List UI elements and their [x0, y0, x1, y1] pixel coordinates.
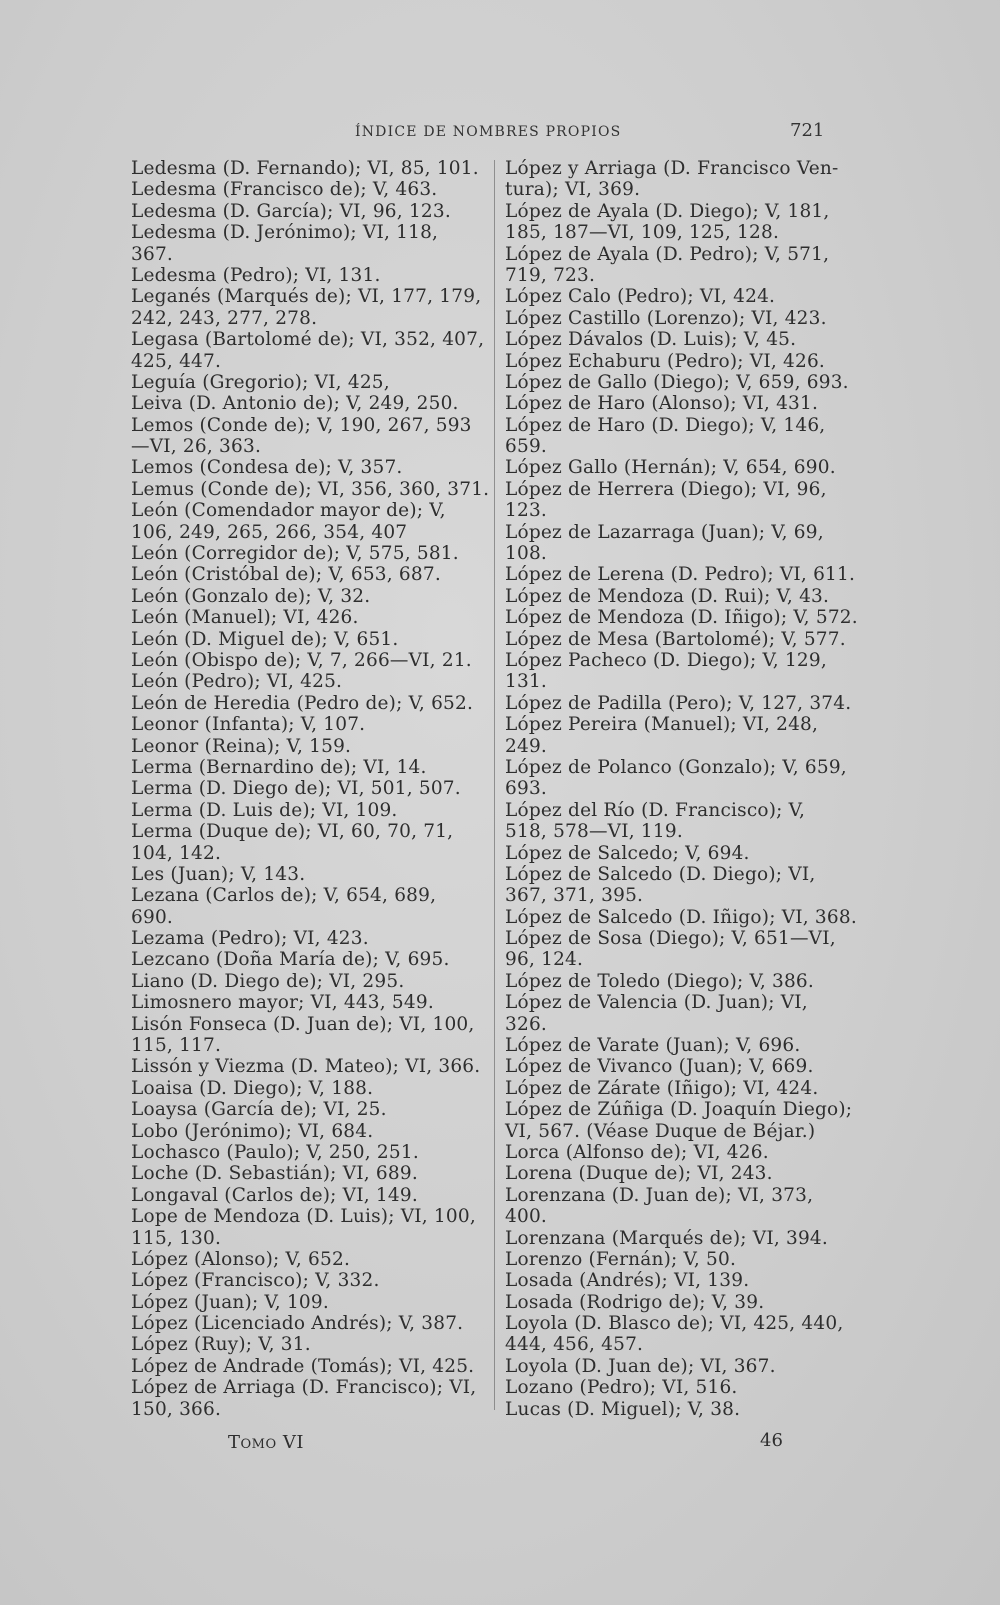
- index-line: López Gallo (Hernán); V, 654, 690.: [505, 457, 836, 479]
- index-line: León (Manuel); VI, 426.: [131, 607, 359, 629]
- index-line: Leiva (D. Antonio de); V, 249, 250.: [131, 393, 459, 415]
- index-line: 131.: [505, 671, 547, 693]
- index-line: 115, 117.: [131, 1035, 222, 1057]
- column-divider: [494, 160, 495, 1410]
- index-line: León (Corregidor de); V, 575, 581.: [131, 543, 459, 565]
- index-line: Loyola (D. Blasco de); VI, 425, 440,: [505, 1313, 844, 1335]
- index-line: López de Salcedo; V, 694.: [505, 842, 750, 864]
- index-line: Lezcano (Doña María de); V, 695.: [131, 949, 450, 971]
- index-line: Les (Juan); V, 143.: [131, 863, 306, 885]
- index-line: Lorenzana (Marqués de); VI, 394.: [505, 1227, 828, 1249]
- index-line: López de Vivanco (Juan); V, 669.: [505, 1056, 814, 1078]
- index-line: López de Mendoza (D. Rui); V, 43.: [505, 585, 830, 607]
- index-line: Loche (D. Sebastián); VI, 689.: [131, 1163, 418, 1185]
- index-column-right: [505, 158, 858, 1420]
- index-line: Ledesma (Pedro); VI, 131.: [131, 264, 381, 286]
- index-line: Lozano (Pedro); VI, 516.: [505, 1377, 738, 1399]
- index-line: 693.: [505, 778, 547, 800]
- index-line: 185, 187—VI, 109, 125, 128.: [505, 222, 780, 244]
- index-line: Leonor (Reina); V, 159.: [131, 735, 352, 757]
- index-line: 96, 124.: [505, 949, 584, 971]
- index-line: 444, 456, 457.: [505, 1334, 644, 1356]
- index-line: Ledesma (Francisco de); V, 463.: [131, 179, 438, 201]
- index-line: 690.: [131, 906, 173, 928]
- index-line: Lobo (Jerónimo); VI, 684.: [131, 1120, 374, 1142]
- index-line: 719, 723.: [505, 264, 596, 286]
- index-line: 104, 142.: [131, 842, 222, 864]
- index-line: Lezama (Pedro); VI, 423.: [131, 928, 369, 950]
- index-line: Ledesma (D. Fernando); VI, 85, 101.: [131, 158, 479, 179]
- index-line: Leonor (Infanta); V, 107.: [131, 714, 366, 736]
- index-line: Limosnero mayor; VI, 443, 549.: [131, 992, 434, 1014]
- volume-label: Tomo VI: [228, 1432, 304, 1453]
- index-column-left: [131, 158, 490, 1420]
- index-line: López de Sosa (Diego); V, 651—VI,: [505, 928, 836, 950]
- index-line: López del Río (D. Francisco); V,: [505, 799, 806, 821]
- index-line: Leganés (Marqués de); VI, 177, 179,: [131, 286, 482, 308]
- index-line: Lochasco (Paulo); V, 250, 251.: [131, 1141, 419, 1163]
- index-line: 115, 130.: [131, 1227, 222, 1249]
- index-line: 659.: [505, 436, 547, 458]
- index-line: VI, 567. (Véase Duque de Béjar.): [505, 1120, 816, 1142]
- index-line: López de Ayala (D. Diego); V, 181,: [505, 200, 830, 222]
- index-line: León (D. Miguel de); V, 651.: [131, 628, 399, 650]
- index-line: Loyola (D. Juan de); VI, 367.: [505, 1355, 776, 1377]
- index-line: López de Polanco (Gonzalo); V, 659,: [505, 756, 847, 778]
- index-line: Lisón Fonseca (D. Juan de); VI, 100,: [131, 1013, 475, 1035]
- index-line: López de Padilla (Pero); V, 127, 374.: [505, 692, 852, 714]
- index-line: 123.: [505, 500, 547, 522]
- index-line: León (Comendador mayor de); V,: [131, 500, 446, 522]
- index-line: Lemos (Condesa de); V, 357.: [131, 457, 403, 479]
- index-line: Lemos (Conde de); V, 190, 267, 593: [131, 414, 472, 436]
- index-line: León (Obispo de); V, 7, 266—VI, 21.: [131, 649, 472, 671]
- index-line: Losada (Rodrigo de); V, 39.: [505, 1291, 765, 1313]
- index-line: López Echaburu (Pedro); VI, 426.: [505, 350, 826, 372]
- index-line: López de Lazarraga (Juan); V, 69,: [505, 521, 824, 543]
- index-line: León (Pedro); VI, 425.: [131, 671, 343, 693]
- index-line: López de Gallo (Diego); V, 659, 693.: [505, 371, 849, 393]
- signature-mark: 46: [760, 1430, 783, 1451]
- index-line: López de Zúñiga (D. Joaquín Diego);: [505, 1099, 853, 1121]
- index-line: Liano (D. Diego de); VI, 295.: [131, 970, 405, 992]
- index-line: 425, 447.: [131, 350, 222, 372]
- index-line: López (Alonso); V, 652.: [131, 1248, 351, 1270]
- index-line: López (Francisco); V, 332.: [131, 1270, 380, 1292]
- index-line: 249.: [505, 735, 547, 757]
- index-line: Lorena (Duque de); VI, 243.: [505, 1163, 773, 1185]
- index-line: López Calo (Pedro); VI, 424.: [505, 286, 776, 308]
- index-line: López de Andrade (Tomás); VI, 425.: [131, 1355, 475, 1377]
- index-line: López de Varate (Juan); V, 696.: [505, 1035, 801, 1057]
- index-line: Loaysa (García de); VI, 25.: [131, 1099, 387, 1121]
- index-line: López (Ruy); V, 31.: [131, 1334, 311, 1356]
- index-line: López de Lerena (D. Pedro); VI, 611.: [505, 564, 856, 586]
- index-line: León (Cristóbal de); V, 653, 687.: [131, 564, 441, 586]
- index-line: López Dávalos (D. Luis); V, 45.: [505, 329, 797, 351]
- index-line: Lerma (D. Luis de); VI, 109.: [131, 799, 398, 821]
- index-line: Lerma (Bernardino de); VI, 14.: [131, 756, 427, 778]
- index-line: López Castillo (Lorenzo); VI, 423.: [505, 307, 827, 329]
- index-line: —VI, 26, 363.: [131, 436, 262, 458]
- index-line: Lorenzo (Fernán); V, 50.: [505, 1248, 737, 1270]
- index-line: León de Heredia (Pedro de); V, 652.: [131, 692, 474, 714]
- index-line: López Pacheco (D. Diego); V, 129,: [505, 649, 827, 671]
- index-line: López Pereira (Manuel); VI, 248,: [505, 714, 819, 736]
- index-line: Lemus (Conde de); VI, 356, 360, 371.: [131, 478, 490, 500]
- index-line: Lezana (Carlos de); V, 654, 689,: [131, 885, 437, 907]
- index-line: López de Valencia (D. Juan); VI,: [505, 992, 808, 1014]
- index-line: Lope de Mendoza (D. Luis); VI, 100,: [131, 1206, 476, 1228]
- index-line: López de Salcedo (D. Iñigo); VI, 368.: [505, 906, 857, 928]
- index-line: León (Gonzalo de); V, 32.: [131, 585, 371, 607]
- index-line: López de Herrera (Diego); VI, 96,: [505, 478, 827, 500]
- index-line: Ledesma (D. Jerónimo); VI, 118,: [131, 222, 439, 244]
- index-line: Lerma (Duque de); VI, 60, 70, 71,: [131, 821, 454, 843]
- index-line: López de Haro (Alonso); VI, 431.: [505, 393, 819, 415]
- index-line: Lorca (Alfonso de); VI, 426.: [505, 1141, 769, 1163]
- index-line: López (Juan); V, 109.: [131, 1291, 329, 1313]
- index-line: Legasa (Bartolomé de); VI, 352, 407,: [131, 329, 485, 351]
- index-line: 367, 371, 395.: [505, 885, 644, 907]
- index-line: 106, 249, 265, 266, 354, 407: [131, 521, 408, 543]
- index-line: 150, 366.: [131, 1398, 222, 1420]
- index-line: 400.: [505, 1206, 547, 1228]
- index-line: Longaval (Carlos de); VI, 149.: [131, 1184, 418, 1206]
- index-line: Lerma (D. Diego de); VI, 501, 507.: [131, 778, 461, 800]
- index-line: López de Zárate (Iñigo); VI, 424.: [505, 1077, 819, 1099]
- index-line: López (Licenciado Andrés); V, 387.: [131, 1313, 464, 1335]
- index-line: Ledesma (D. García); VI, 96, 123.: [131, 200, 451, 222]
- index-line: 518, 578—VI, 119.: [505, 821, 683, 843]
- index-line: Loaisa (D. Diego); V, 188.: [131, 1077, 374, 1099]
- index-line: 367.: [131, 243, 173, 265]
- index-line: Losada (Andrés); VI, 139.: [505, 1270, 750, 1292]
- running-header: ÍNDICE DE NOMBRES PROPIOS: [355, 124, 622, 140]
- index-line: López de Salcedo (D. Diego); VI,: [505, 863, 816, 885]
- index-line: tura); VI, 369.: [505, 179, 641, 201]
- index-line: Lorenzana (D. Juan de); VI, 373,: [505, 1184, 814, 1206]
- page-number: 721: [790, 120, 825, 141]
- index-line: López de Ayala (D. Pedro); V, 571,: [505, 243, 830, 265]
- index-line: López de Toledo (Diego); V, 386.: [505, 970, 814, 992]
- index-line: Lissón y Viezma (D. Mateo); VI, 366.: [131, 1056, 481, 1078]
- index-line: 108.: [505, 543, 547, 565]
- index-line: Leguía (Gregorio); VI, 425,: [131, 371, 390, 393]
- index-line: López de Haro (D. Diego); V, 146,: [505, 414, 826, 436]
- index-line: López y Arriaga (D. Francisco Ven-: [505, 158, 839, 179]
- index-line: López de Arriaga (D. Francisco); VI,: [131, 1377, 477, 1399]
- index-line: 242, 243, 277, 278.: [131, 307, 318, 329]
- index-line: López de Mesa (Bartolomé); V, 577.: [505, 628, 846, 650]
- index-line: 326.: [505, 1013, 547, 1035]
- index-line: Lucas (D. Miguel); V, 38.: [505, 1398, 741, 1420]
- index-line: López de Mendoza (D. Iñigo); V, 572.: [505, 607, 858, 629]
